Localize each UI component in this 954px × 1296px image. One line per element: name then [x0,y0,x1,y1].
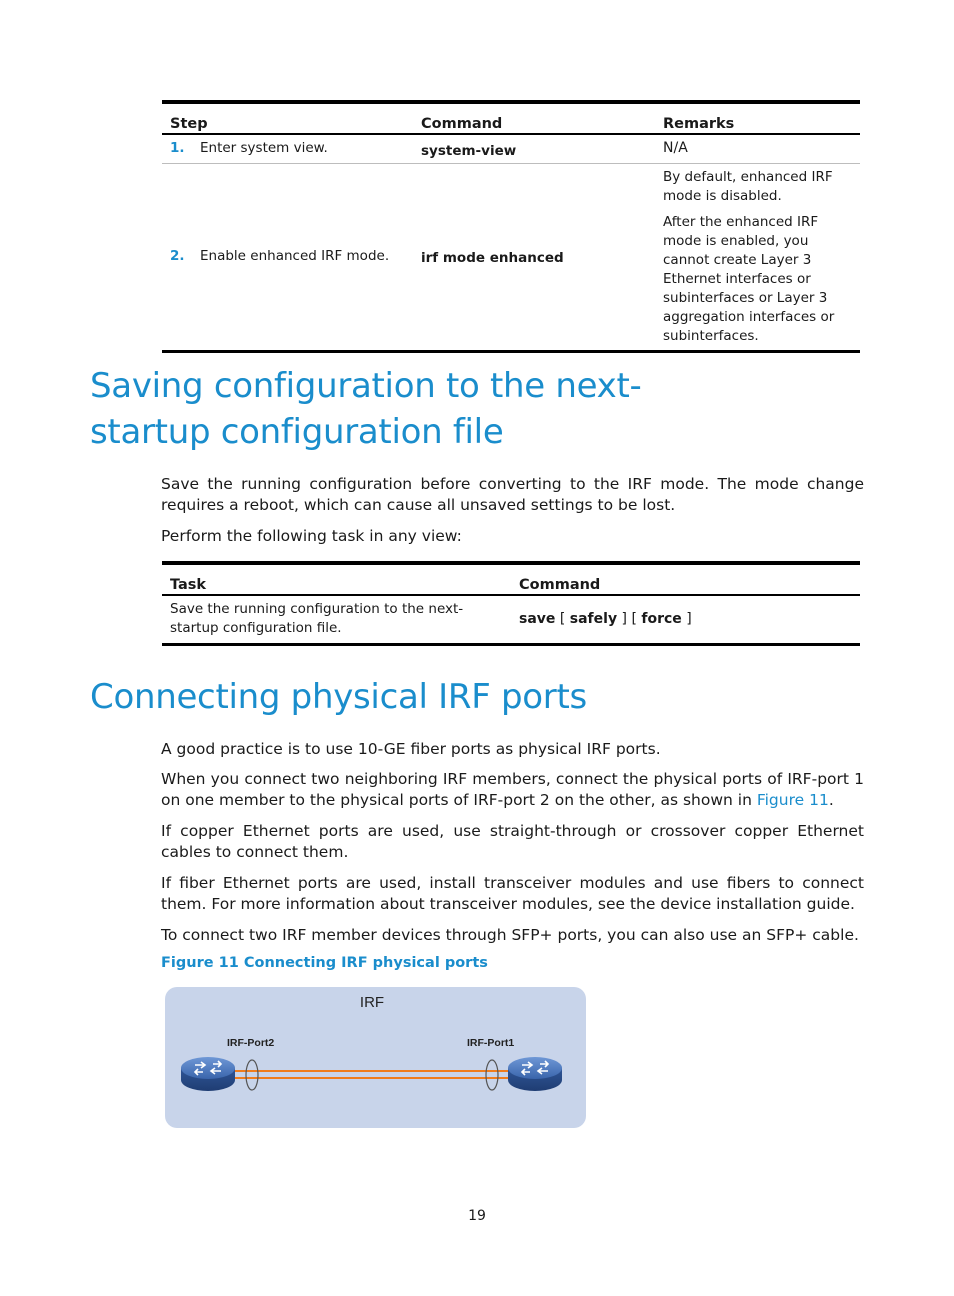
command-keyword: save [519,610,556,627]
step-number: 2. [170,248,185,264]
paragraph-text: When you connect two neighboring IRF members, connect the physical ports of IRF-port 1 on one member to the physical ports of IRF-port 2 on the other, as shown in [161,770,864,809]
body-paragraph: To connect two IRF member devices through SFP+ ports, you can also use an SFP+ cable. [161,926,859,944]
command-cell: irf mode enhanced [413,163,655,351]
command-bracket: [ [555,610,570,627]
header-command: Command [413,102,655,134]
table-header-row [162,563,860,595]
remarks-cell [655,163,860,351]
command-bracket: ] [681,610,692,627]
header-command: Command [511,563,860,595]
section-heading-saving: Saving configuration to the next-startup configuration file [90,366,642,452]
irf-port1-label: IRF-Port1 [467,1037,515,1049]
command-keyword: safely [569,610,618,627]
command-cell: system-view [413,134,655,163]
body-paragraph [161,769,864,811]
paragraph-text: . [828,791,834,809]
remark-text: By default, enhanced IRF mode is disabled. [663,168,833,204]
body-paragraph: Save the running configuration before converting to the IRF mode. The mode change requires a reboot, which can cause all unsaved settings to be lost. [161,475,864,514]
irf-diagram-svg [165,987,586,1128]
body-paragraph: If fiber Ethernet ports are used, install transceiver modules and use fibers to connect them. For more information about transceiver modules, see the device installation guide. [161,874,864,913]
table-row [162,163,860,351]
step-cell [162,163,413,351]
task-cell: Save the running configuration to the next-startup configuration file. [162,595,511,644]
table-row [162,134,860,163]
irf-port2-label: IRF-Port2 [227,1037,275,1049]
irf-diagram [165,987,586,1128]
table-header-row [162,102,860,134]
header-step: Step [162,102,413,134]
body-paragraph: A good practice is to use 10-GE fiber ports as physical IRF ports. [161,740,661,758]
step-text: Enable enhanced IRF mode. [200,248,390,264]
header-task: Task [162,563,511,595]
task-command-table [162,561,860,646]
command-keyword: force [641,610,682,627]
switch-icon [508,1057,562,1091]
table-row [162,595,860,644]
figure-caption: Figure 11 Connecting IRF physical ports [161,955,488,971]
step-command-table [162,100,860,353]
switch-icon [181,1057,235,1091]
command-cell [511,595,860,644]
step-cell [162,134,413,163]
remark-text: After the enhanced IRF mode is enabled, you cannot create Layer 3 Ethernet interfaces or subinterfaces or Layer 3 aggregation interfaces or subinterfaces. [663,213,835,344]
step-text: Enter system view. [200,140,328,157]
command-bracket: ] [ [617,610,642,627]
irf-box-label: IRF [359,994,385,1011]
step-number: 1. [170,140,185,157]
header-remarks: Remarks [655,102,860,134]
figure-link[interactable]: Figure 11 [756,791,829,809]
section-heading-connecting: Connecting physical IRF ports [90,677,587,717]
page-number: 19 [468,1208,486,1224]
body-paragraph: Perform the following task in any view: [161,527,462,545]
remarks-cell: N/A [655,134,860,163]
body-paragraph: If copper Ethernet ports are used, use straight-through or crossover copper Ethernet cables to connect them. [161,822,864,861]
